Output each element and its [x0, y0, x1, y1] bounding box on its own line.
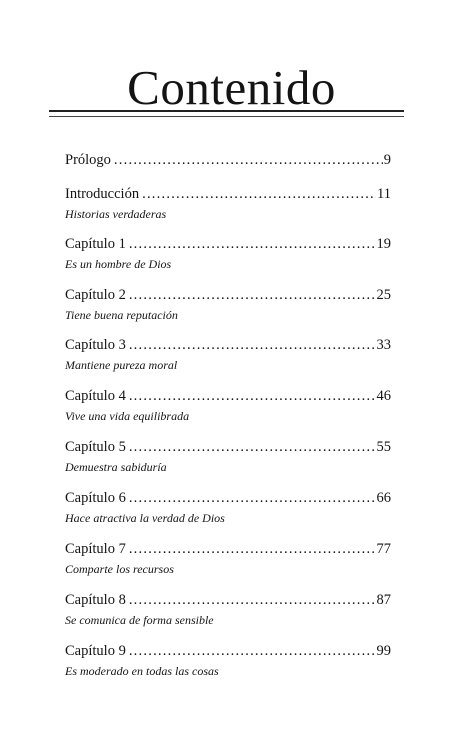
toc-entry-label: Capítulo 2	[65, 287, 126, 303]
toc-entry-label: Capítulo 5	[65, 439, 126, 455]
dot-leader	[129, 641, 376, 661]
toc-entry-subtitle: Demuestra sabiduría	[65, 460, 167, 474]
toc-page-number: 9	[383, 152, 391, 168]
toc-entry-subtitle: Comparte los recursos	[65, 562, 174, 576]
toc-entry-capitulo-8[interactable]	[65, 590, 391, 628]
toc-entry-label: Capítulo 7	[65, 541, 126, 557]
toc-entry-subtitle: Es moderado en todas las cosas	[65, 664, 219, 678]
toc-entry-capitulo-7[interactable]	[65, 539, 391, 577]
dot-leader	[129, 335, 376, 355]
toc-entry-subtitle: Es un hombre de Dios	[65, 257, 172, 271]
dot-leader	[129, 386, 376, 406]
toc-entry-label: Capítulo 3	[65, 337, 126, 353]
toc-entry-subtitle: Vive una vida equilibrada	[65, 409, 190, 423]
toc-page-number: 99	[376, 643, 391, 659]
toc-entry-label: Capítulo 1	[65, 236, 126, 252]
dot-leader	[129, 590, 376, 610]
toc-entry-subtitle: Hace atractiva la verdad de Dios	[65, 511, 225, 525]
toc-entry-capitulo-5[interactable]	[65, 437, 391, 475]
dot-leader	[129, 234, 376, 254]
toc-entry-subtitle: Mantiene pureza moral	[65, 358, 178, 372]
dot-leader	[114, 150, 383, 170]
dot-leader	[142, 184, 376, 204]
toc-page-number: 11	[377, 186, 391, 202]
dot-leader	[129, 539, 376, 559]
toc-entry-label: Prólogo	[65, 152, 111, 168]
toc-entry-label: Capítulo 9	[65, 643, 126, 659]
toc-entry-subtitle: Historias verdaderas	[65, 207, 167, 221]
toc-page-number: 33	[376, 337, 391, 353]
toc-entry-capitulo-6[interactable]	[65, 488, 391, 526]
toc-page-number: 19	[376, 236, 391, 252]
toc-entry-capitulo-3[interactable]	[65, 335, 391, 373]
toc-entry-label: Capítulo 4	[65, 388, 126, 404]
dot-leader	[129, 488, 376, 508]
toc-page-number: 55	[376, 439, 391, 455]
toc-entry-subtitle: Tiene buena reputación	[65, 308, 178, 322]
toc-entry-introduccion[interactable]	[65, 184, 391, 222]
toc-entry-capitulo-4[interactable]	[65, 386, 391, 424]
toc-page-number: 66	[376, 490, 391, 506]
toc-page-number: 46	[376, 388, 391, 404]
toc-entry-capitulo-2[interactable]	[65, 285, 391, 323]
toc-entry-prologo[interactable]	[65, 150, 391, 170]
toc-page-number: 87	[376, 592, 391, 608]
toc-entry-capitulo-9[interactable]	[65, 641, 391, 679]
dot-leader	[129, 437, 376, 457]
toc-entry-subtitle: Se comunica de forma sensible	[65, 613, 214, 627]
toc-entry-label: Capítulo 8	[65, 592, 126, 608]
page-title: Contenido	[127, 60, 336, 115]
toc-entry-label: Capítulo 6	[65, 490, 126, 506]
toc-entry-label: Introducción	[65, 186, 140, 202]
toc-page-number: 25	[376, 287, 391, 303]
toc-page-number: 77	[376, 541, 391, 557]
dot-leader	[129, 285, 376, 305]
toc-entry-capitulo-1[interactable]	[65, 234, 391, 272]
